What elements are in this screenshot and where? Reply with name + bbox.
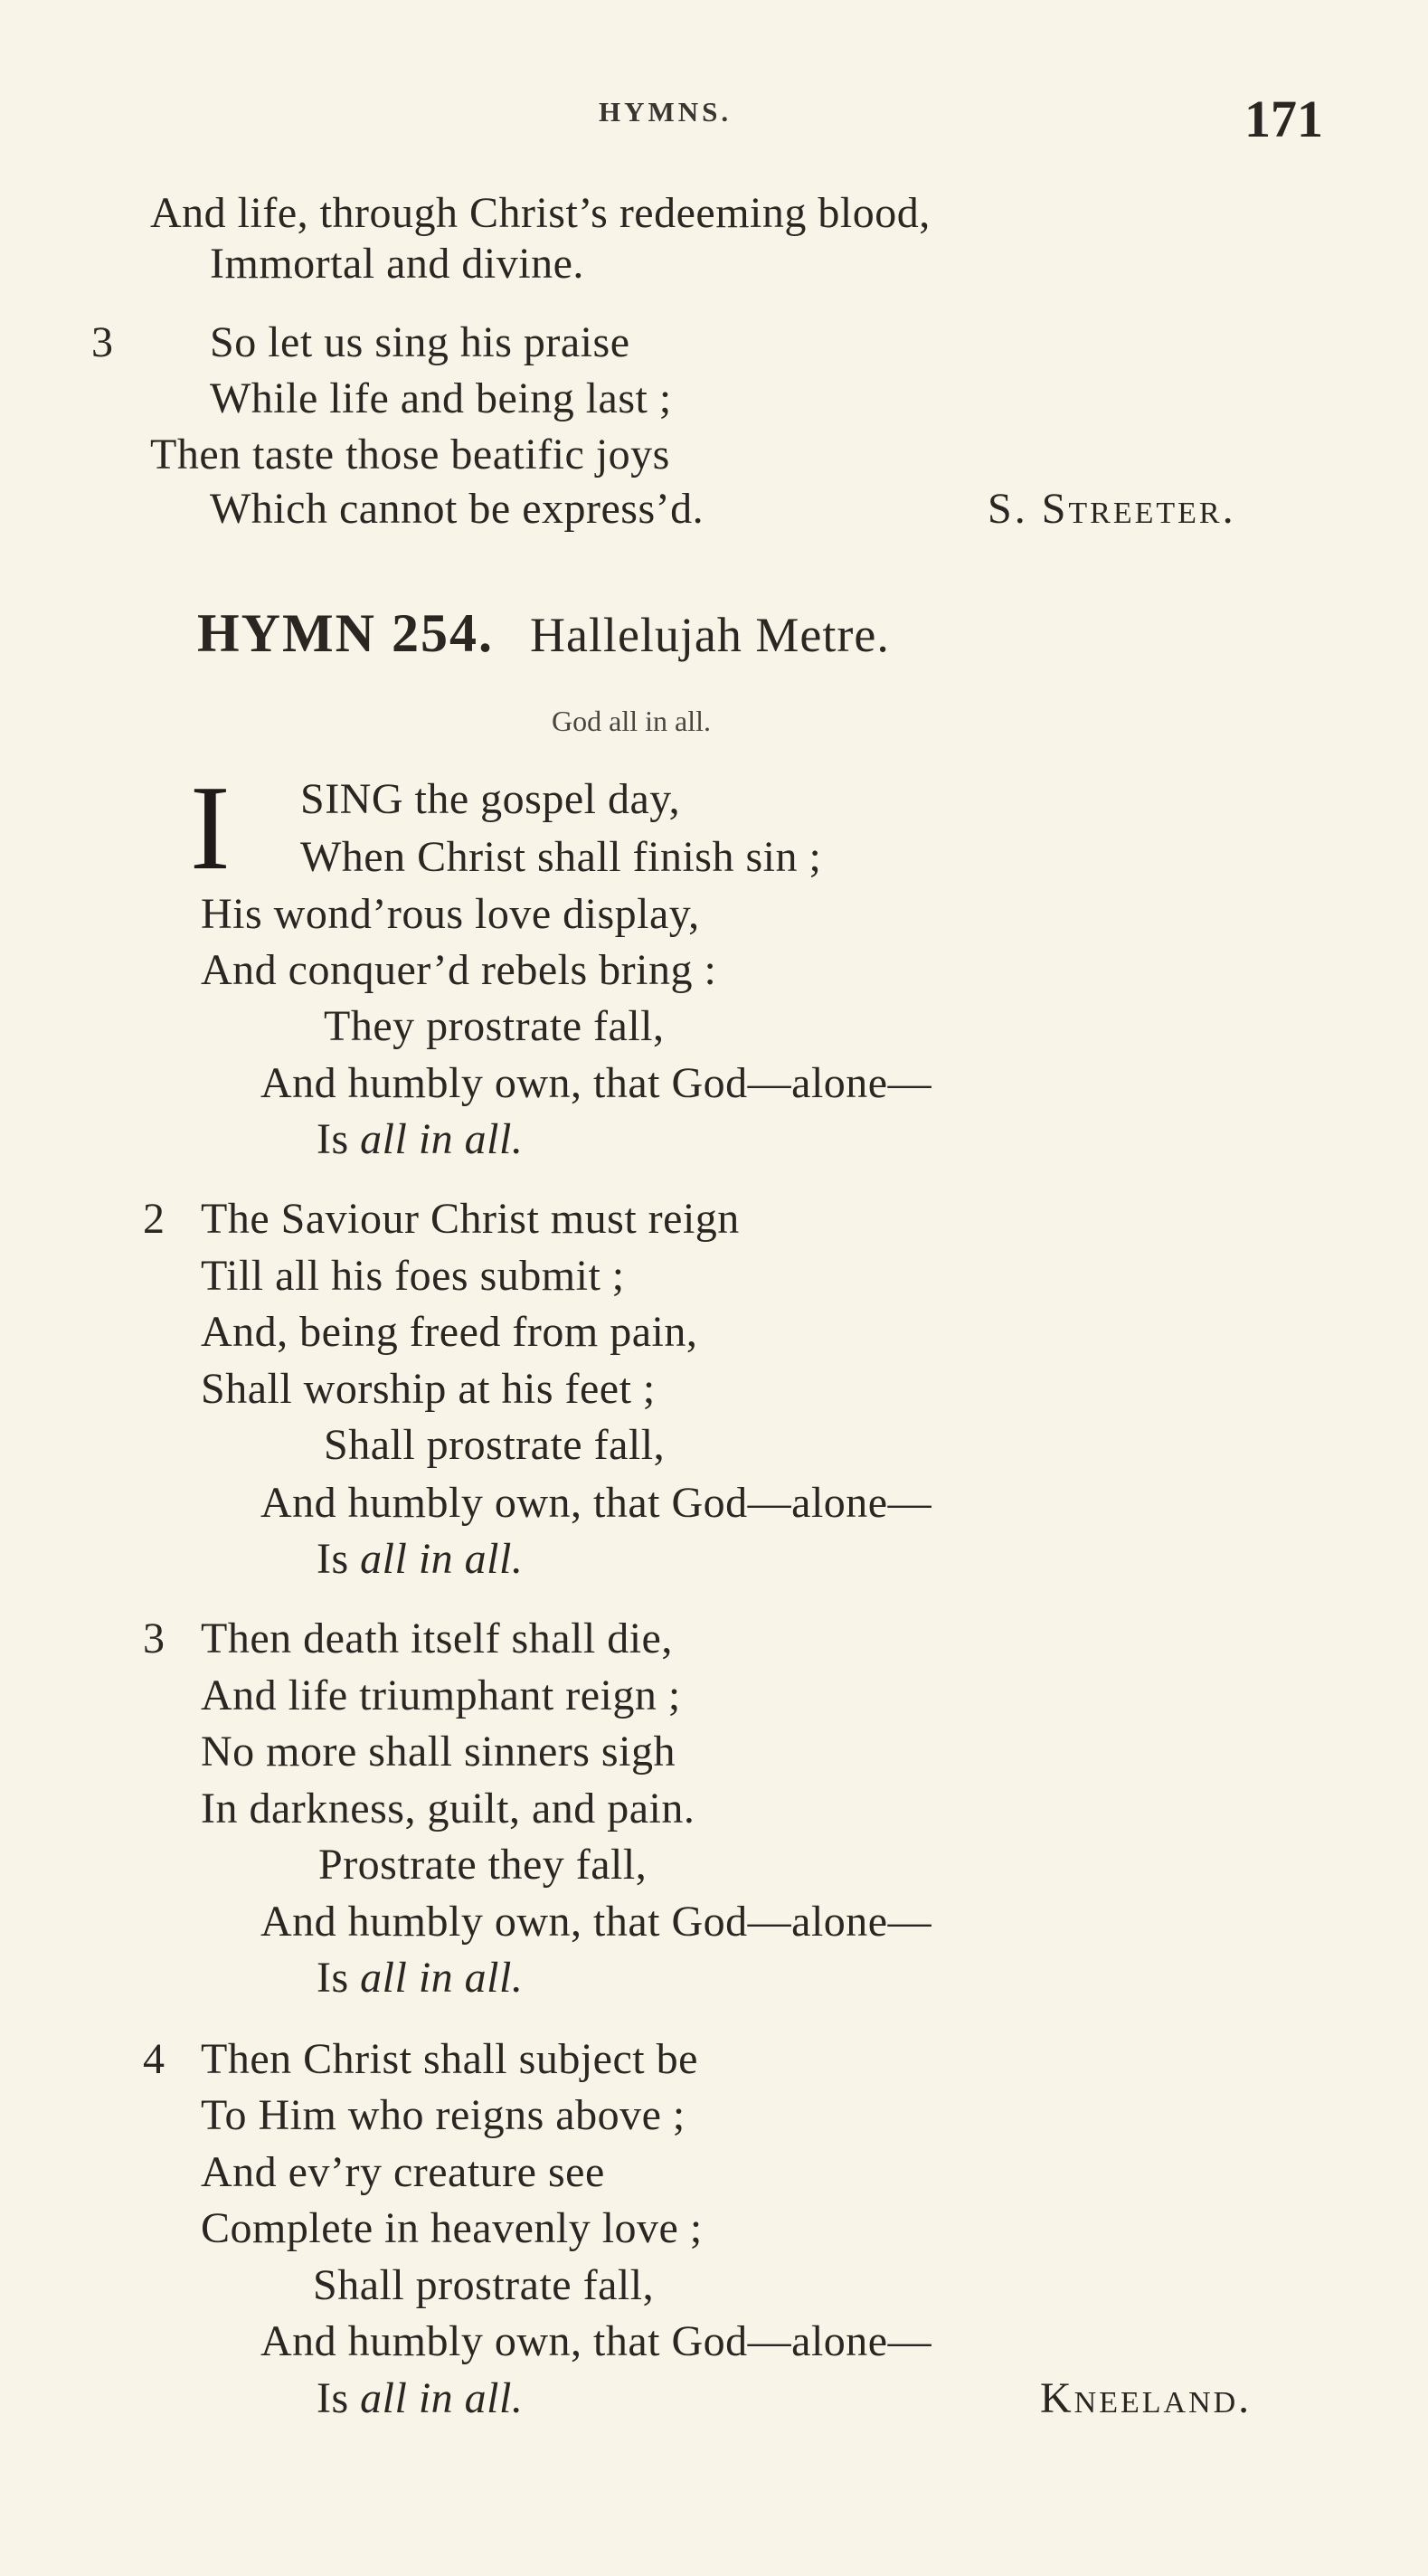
refrain-all-in-all: all in all. [360,1535,524,1583]
verse-line: Shall prostrate fall, [324,1421,666,1469]
verse-line: And humbly own, that God—alone— [260,1898,932,1946]
author-kneeland: Kneeland. [1040,2374,1253,2422]
page-number: 171 [1244,90,1323,148]
verse-line: Then Christ shall subject be [201,2035,698,2083]
verse-line: In darkness, guilt, and pain. [201,1785,695,1833]
verse-line: No more shall sinners sigh [201,1728,676,1776]
verse-line: And, being freed from pain, [201,1308,698,1356]
refrain-all-in-all: all in all. [360,2374,524,2422]
verse-line: Till all his foes submit ; [201,1252,625,1300]
hymn-metre: Hallelujah Metre. [529,608,890,662]
stanza-number: 3 [91,318,113,366]
hymn-subtitle: God all in all. [552,705,711,737]
verse-line: Complete in heavenly love ; [201,2204,703,2252]
verse-line: While life and being last ; [210,374,672,422]
verse-line: Prostrate they fall, [318,1841,648,1889]
stanza-number: 4 [143,2035,165,2083]
running-title: HYMNS. [599,96,733,128]
verse-line: His wond’rous love display, [201,890,700,938]
verse-line: And life triumphant reign ; [201,1672,681,1719]
drop-cap: I [190,761,231,895]
refrain-line [317,1114,523,1165]
refrain-all-in-all: all in all. [360,1954,524,2002]
verse-line: To Him who reigns above ; [201,2091,686,2139]
verse-line: Immortal and divine. [210,240,584,288]
verse-line: Then taste those beatific joys [150,431,670,478]
verse-line: They prostrate fall, [324,1002,665,1050]
verse-line: And ev’ry creature see [201,2148,605,2196]
verse-line: And conquer’d rebels bring : [201,946,717,994]
hymn-number: HYMN 254. [197,603,494,663]
refrain-is: Is [317,1115,349,1163]
verse-line: And humbly own, that God—alone— [260,2317,932,2365]
refrain-is: Is [317,1535,349,1583]
refrain-is: Is [317,1954,349,2002]
refrain-line [317,1953,523,2003]
refrain-all-in-all: all in all. [360,1115,524,1163]
verse-line: And life, through Christ’s redeeming blood, [150,189,931,237]
verse-line: Shall worship at his feet ; [201,1365,656,1413]
refrain-line [317,2373,523,2424]
stanza-number: 2 [143,1195,165,1243]
refrain-is: Is [317,2374,349,2422]
stanza-number: 3 [143,1615,165,1662]
verse-line: SING the gospel day, [300,775,681,823]
hymn-heading [197,602,890,666]
running-head [0,89,1428,152]
refrain-line [317,1534,523,1585]
verse-line: Which cannot be express’d. [210,485,705,533]
verse-line: And humbly own, that God—alone— [260,1059,932,1107]
verse-line: When Christ shall finish sin ; [300,833,822,881]
verse-line: Then death itself shall die, [201,1615,673,1662]
verse-line: So let us sing his praise [210,318,630,366]
author-streeter: S. Streeter. [988,485,1236,533]
verse-line: The Saviour Christ must reign [201,1195,740,1243]
verse-line: Shall prostrate fall, [313,2261,655,2309]
verse-line: And humbly own, that God—alone— [260,1479,932,1527]
